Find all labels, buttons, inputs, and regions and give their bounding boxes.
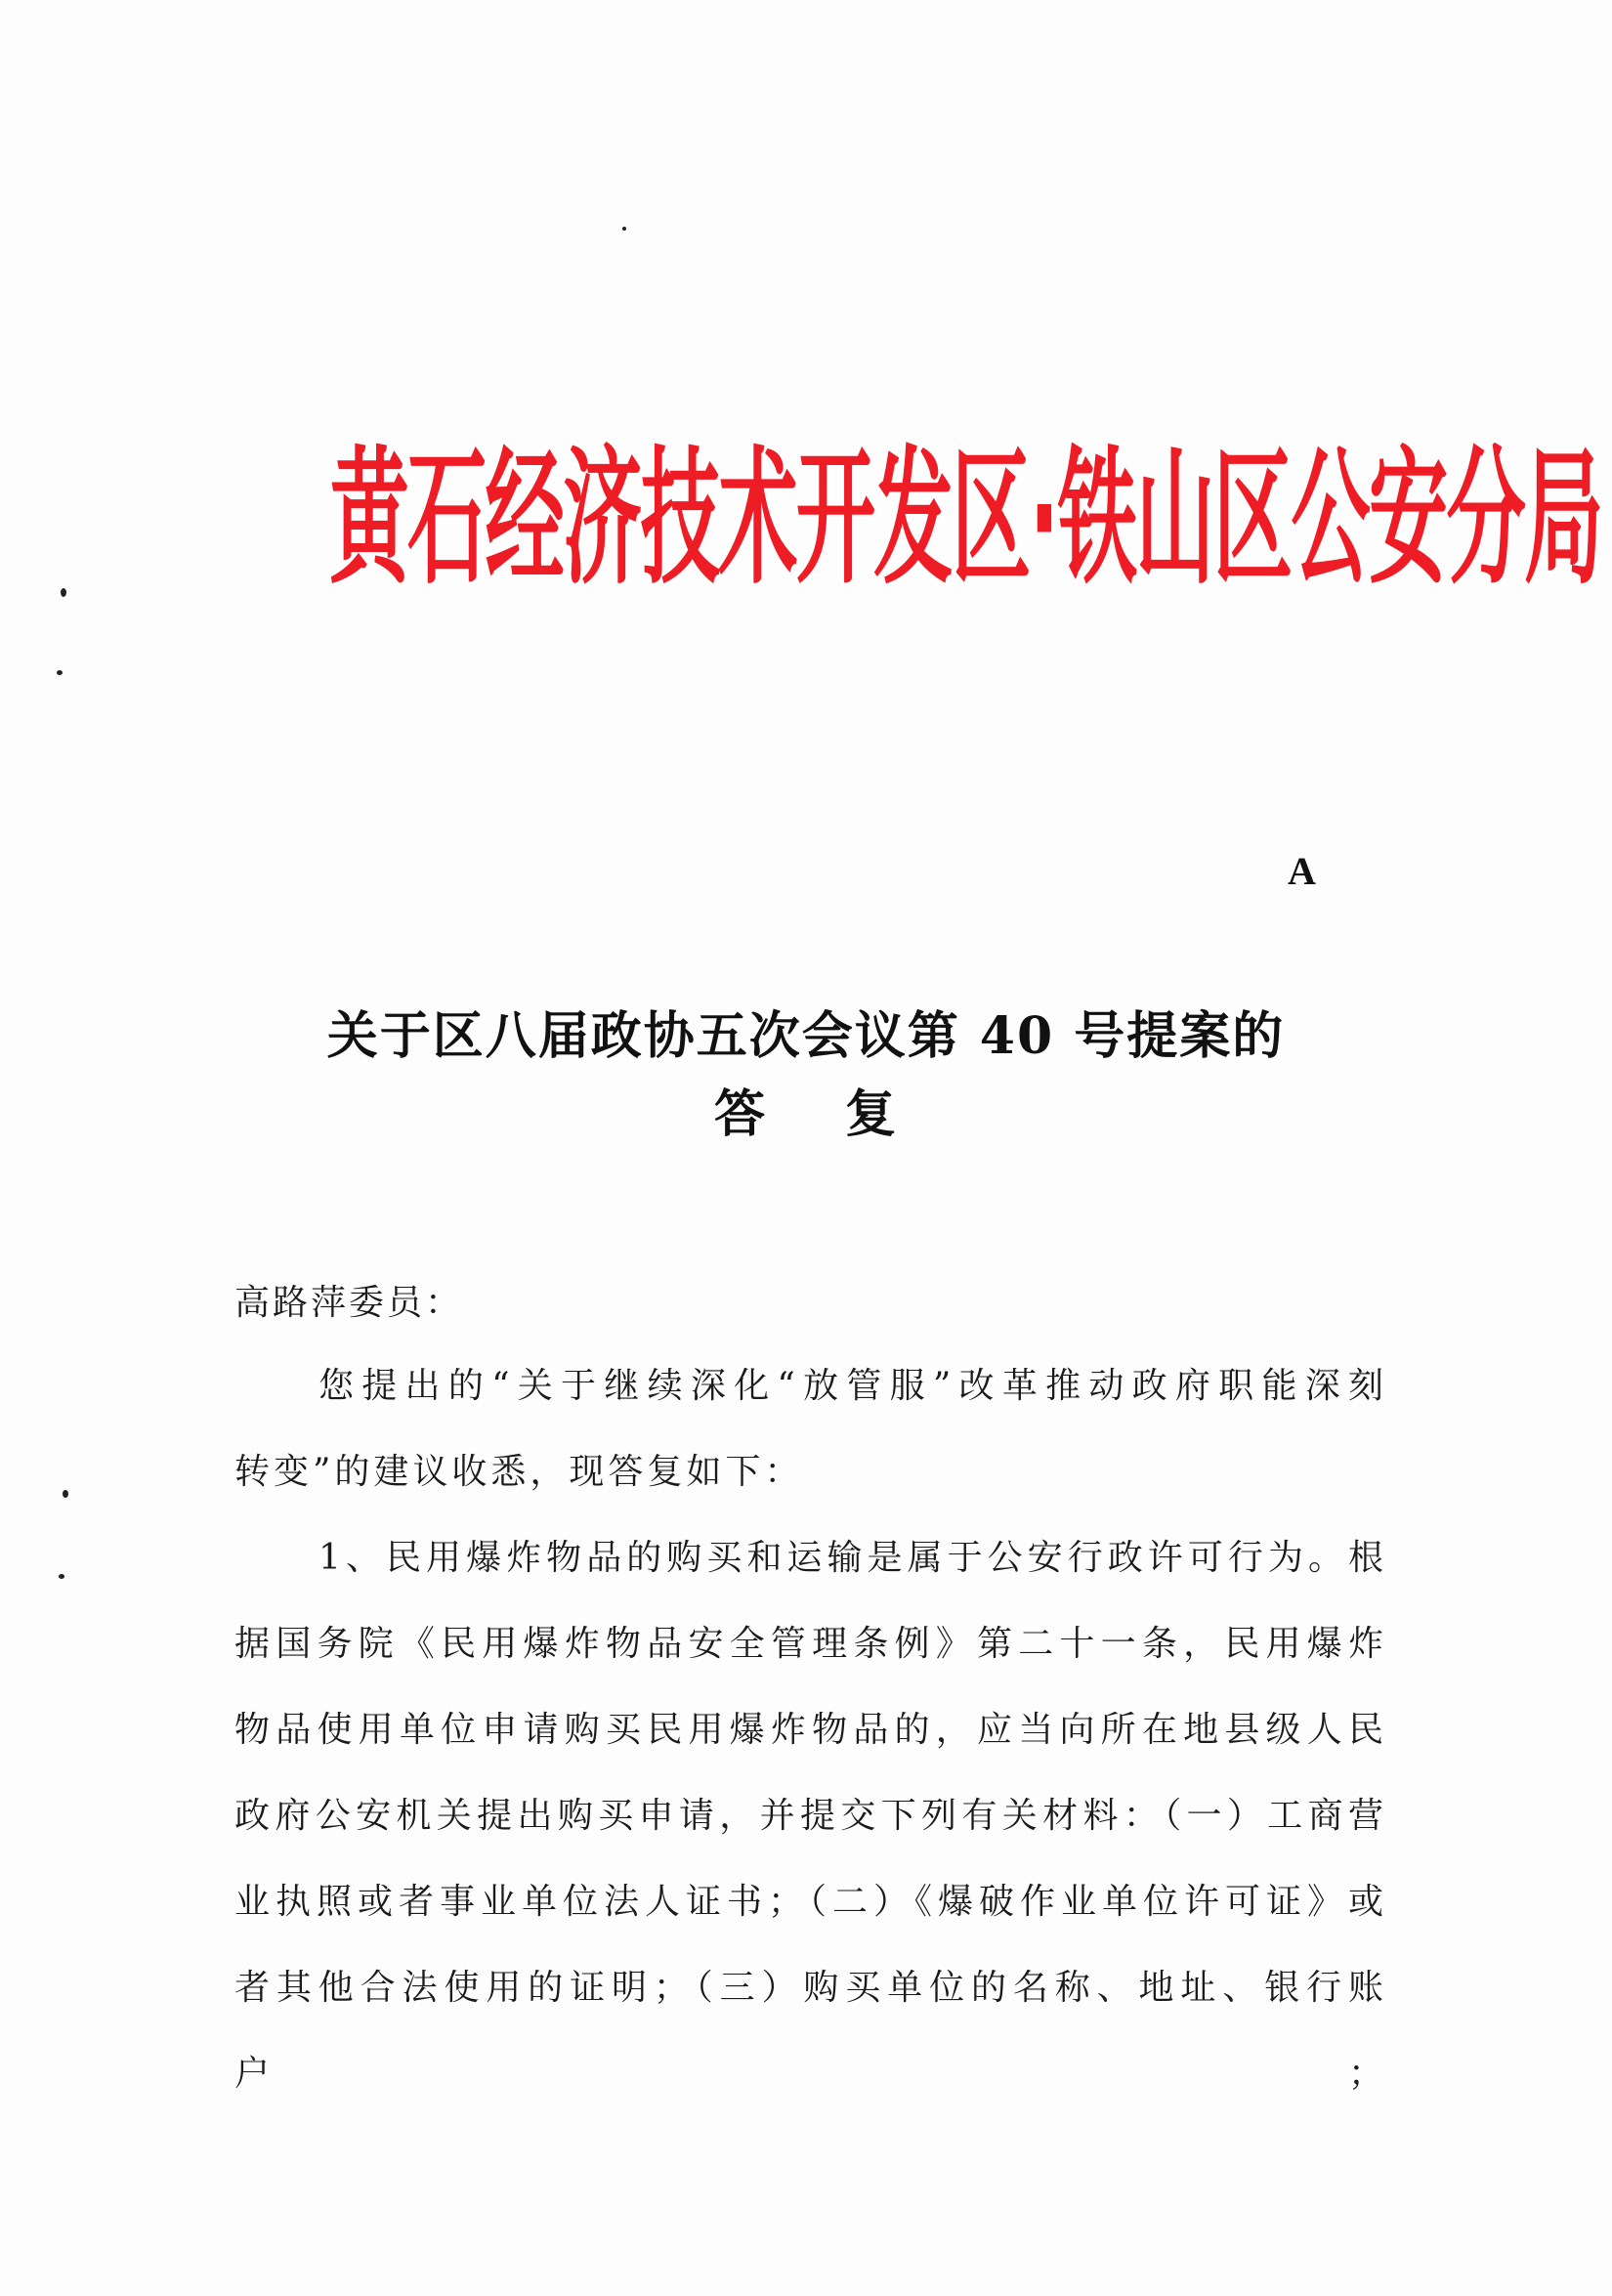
scan-speck [57,670,63,675]
body-line: 者其他合法使用的证明；（三）购买单位的名称、地址、银行账户； [234,1968,1387,2094]
scan-speck [61,588,66,597]
body-line: 物品使用单位申请购买民用爆炸物品的，应当向所在地县级人民 [234,1710,1387,1750]
letterhead-org-name: 黄石经济技术开发区·铁山区公安分局 [329,431,1602,605]
body-line: 1、民用爆炸物品的购买和运输是属于公安行政许可行为。根 [318,1538,1387,1578]
document-title-line1: 关于区八届政协五次会议第 40 号提案的 [326,1006,1286,1066]
document-title-char-1: 答 [713,1084,767,1144]
body-line: 政府公安机关提出购买申请，并提交下列有关材料：（一）工商营 [234,1796,1387,1836]
body-line: 业执照或者事业单位法人证书；（二）《爆破作业单位许可证》或 [234,1882,1387,1922]
body-line: 转变”的建议收悉，现答复如下： [234,1452,804,1492]
document-title-char-2: 复 [845,1084,899,1144]
scan-speck [63,1490,68,1498]
salutation: 高路萍委员： [234,1283,464,1323]
scan-speck [622,227,626,231]
body-line: 据国务院《民用爆炸物品安全管理条例》第二十一条，民用爆炸 [234,1624,1387,1664]
document-title-line2 [195,1084,1417,1144]
scan-speck [59,1574,64,1579]
body-line: 您提出的“关于继续深化“放管服”改革推动政府职能深刻 [318,1366,1387,1406]
document-mark: A [1288,849,1316,893]
